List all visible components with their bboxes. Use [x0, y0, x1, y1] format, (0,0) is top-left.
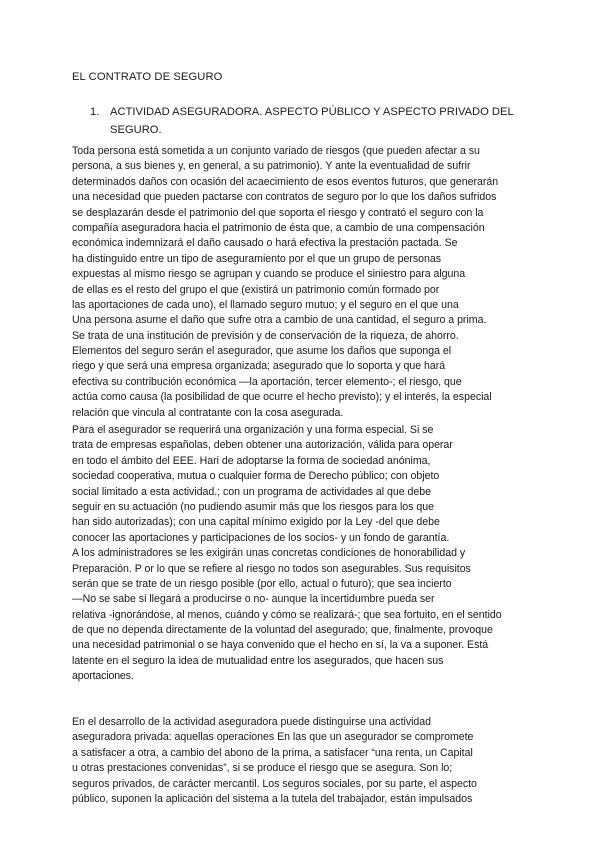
paragraph-line: a satisfacer a otra, a cambio del abono de la prima, a satisfacer “una renta, un Capital	[72, 746, 473, 759]
paragraph-line: de que no dependa directamente de la voluntad del asegurado; que, finalmente, provoque	[72, 624, 493, 637]
paragraph-line: social limitado a esta actividad.; con un programa de actividades al que debe	[72, 485, 431, 498]
paragraph-line: económica indemnizará el daño causado o hará efectiva la prestación pactada. Se	[72, 237, 458, 250]
paragraph-line: efectiva su contribución económica —la aportación, tercer elemento-; el riesgo, que	[72, 375, 462, 388]
paragraph-line: se desplazarán desde el patrimonio del que soporta el riesgo y contrató el seguro con la	[72, 206, 484, 219]
paragraph-line: seguros privados, de carácter mercantil. Los seguros sociales, por su parte, el aspecto	[72, 777, 477, 790]
paragraph-line: ha distinguido entre un tipo de aseguramiento por el que un grupo de personas	[72, 252, 442, 265]
paragraph-line: de ellas es el resto del grupo el que (existirá un patrimonio común formado por	[72, 283, 440, 296]
paragraph-line: Elementos del seguro serán el asegurador, que asume los daños que suponga el	[72, 345, 452, 358]
paragraph-line: expuestas al mismo riesgo se agrupan y cuando se produce el siniestro para alguna	[72, 268, 466, 281]
paragraph-line: han sido autorizadas); con una capital mínimo exigido por la Ley -del que debe	[72, 516, 440, 529]
paragraph-line: seguir en su actuación (no pudiendo asumir más que los riesgos para los que	[72, 500, 434, 513]
paragraph-line: actúa como causa (la posibilidad de que ocurre el hecho previsto); y el interés, la especial	[72, 391, 492, 404]
section-number: 1.	[90, 106, 100, 118]
paragraph-line: En el desarrollo de la actividad aseguradora puede distinguirse una actividad	[72, 716, 432, 728]
paragraph-line: sociedad cooperativa, mutua o cualquier forma de Derecho público; con objeto	[72, 470, 440, 483]
paragraph-line: relativa -ignorándose, al menos, cuándo y cómo se realizará-; que sea fortuito, en el sentido	[72, 608, 502, 621]
paragraph-line: determinados daños con ocasión del acaecimiento de esos eventos futuros, que generarán	[72, 175, 499, 188]
paragraph-line: aseguradora privada: aquellas operaciones En las que un asegurador se compromete	[72, 731, 474, 744]
paragraph-line: una necesidad que pueden pactarse con contratos de seguro por lo que los daños sufridos	[72, 191, 497, 204]
paragraph-line: riego y que será una empresa organizada; asegurado que lo soporta y que hará	[72, 360, 446, 373]
paragraph-line: A los administradores se les exigirán unas concretas condiciones de honorabilidad y	[72, 547, 466, 560]
paragraph-line: —No se sabe si llegará a producirse o no- aunque la incertidumbre pueda ser	[72, 593, 435, 606]
paragraph-line: latente en el seguro la idea de mutualidad entre los asegurados, que hacen sus	[72, 654, 444, 667]
section-title: ACTIVIDAD ASEGURADORA. ASPECTO PÚBLICO Y ASPECTO PRIVADO DEL SEGURO.	[110, 106, 514, 136]
section-heading	[90, 103, 530, 139]
paragraph-line: Preparación. P or lo que se refiere al riesgo no todos son asegurables. Sus requisitos	[72, 562, 471, 575]
paragraph-line: las aportaciones de cada uno), el llamado seguro mutuo; y el seguro en el que una	[72, 298, 459, 311]
paragraph-line: serán que se trate de un riesgo posible (por ello, actual o futuro); que sea incierto	[72, 577, 452, 590]
paragraph-1	[72, 144, 540, 421]
paragraph-line: Toda persona está sometida a un conjunto variado de riesgos (que pueden afectar a su	[72, 145, 480, 157]
paragraph-line: en todo el ámbito del EEE. Hari de adoptarse la forma de sociedad anónima,	[72, 454, 431, 467]
paragraph-line: Se trata de una institución de previsión y de conservación de la riqueza, de ahorro.	[72, 329, 459, 342]
paragraph-line: aportaciones.	[72, 670, 134, 683]
paragraph-line: relación que vincula al contratante con la cosa asegurada.	[72, 406, 344, 419]
paragraph-line: conocer las aportaciones y participaciones de los socios- y un fondo de garantía.	[72, 531, 450, 544]
paragraph-3	[72, 715, 540, 807]
paragraph-line: trata de empresas españolas, deben obtener una autorización, válida para operar	[72, 439, 453, 452]
document-title: EL CONTRATO DE SEGURO	[72, 71, 223, 83]
paragraph-line: persona, a sus bienes y, en general, a su patrimonio). Y ante la eventualidad de sufrir	[72, 160, 471, 173]
paragraph-line: una necesidad patrimonial o se haya convenido que el hecho en sí, la va a suponer. Está	[72, 639, 489, 652]
paragraph-line: u otras prestaciones convenidas”, si se produce el riesgo que se asegura. Son lo;	[72, 762, 453, 775]
paragraph-2	[72, 423, 540, 685]
paragraph-line: público, suponen la aplicación del sistema a la tutela del trabajador, están impulsados	[72, 792, 473, 805]
paragraph-line: Una persona asume el daño que sufre otra a cambio de una cantidad, el seguro a prima.	[72, 314, 487, 327]
paragraph-line: Para el asegurador se requerirá una organización y una forma especial. Si se	[72, 424, 434, 436]
paragraph-line: compañía aseguradora hacia el patrimonio de ésta que, a cambio de una compensación	[72, 221, 485, 234]
